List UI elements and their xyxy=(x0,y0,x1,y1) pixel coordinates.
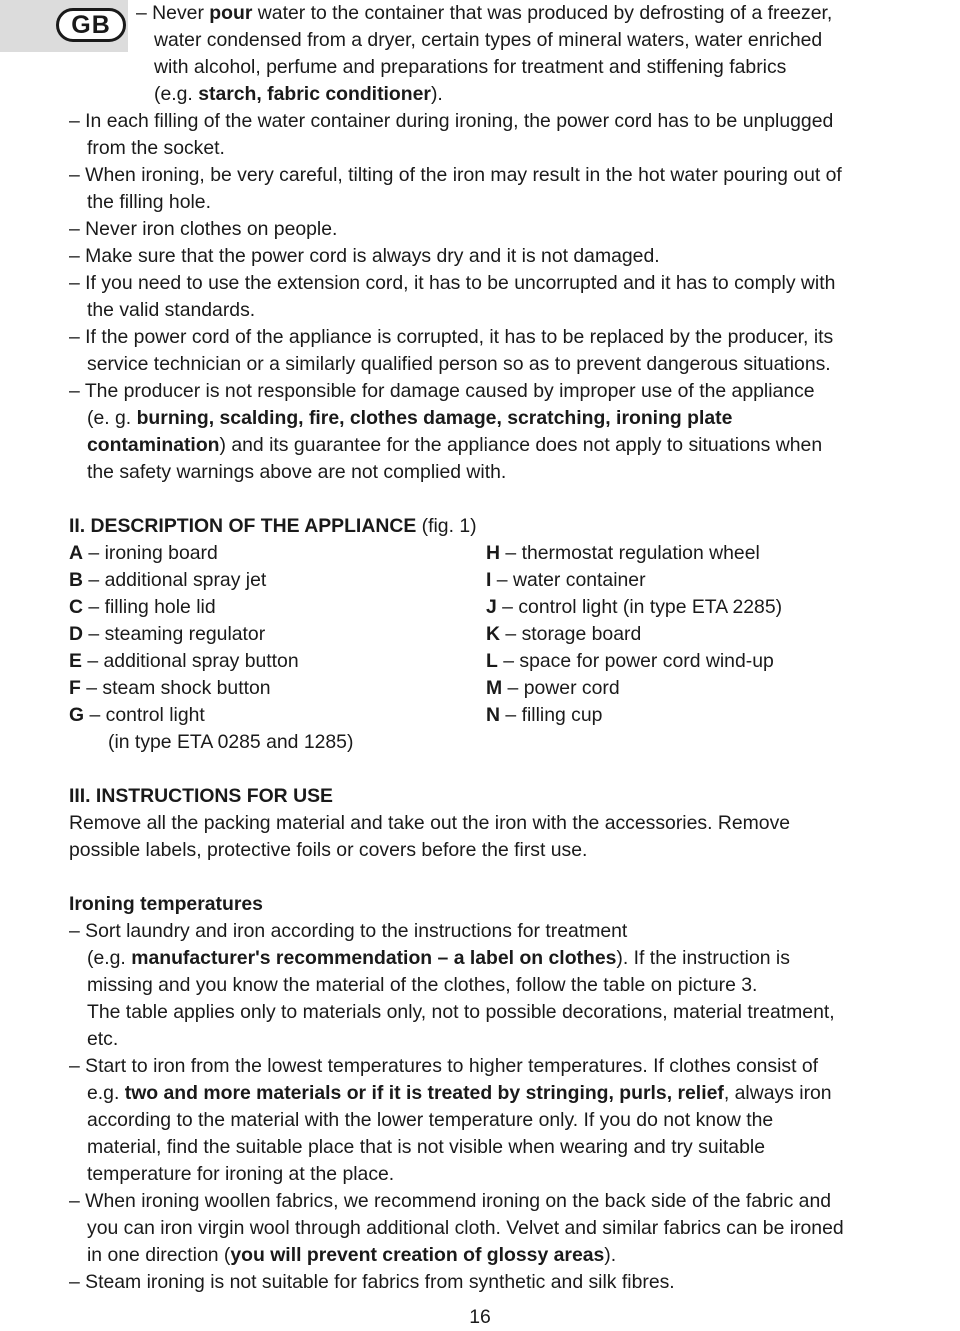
part-item-n: N – filling cup xyxy=(486,704,603,726)
part-item-i: I – water container xyxy=(486,569,646,591)
text-line: with alcohol, perfume and preparations for treatment and stiffening fabrics xyxy=(154,56,787,78)
text-line: (e.g. starch, fabric conditioner). xyxy=(154,83,443,105)
section-heading-description: II. DESCRIPTION OF THE APPLIANCE (fig. 1) xyxy=(69,515,477,537)
part-item-e: E – additional spray button xyxy=(69,650,299,672)
safety-bullet-pour: – Never pour water to the container that was produced by defrosting of a freezer, xyxy=(136,2,833,24)
safety-bullet-extension: – If you need to use the extension cord, it has to be uncorrupted and it has to comply with xyxy=(69,272,836,294)
part-item-j: J – control light (in type ETA 2285) xyxy=(486,596,783,618)
part-item-d: D – steaming regulator xyxy=(69,623,266,645)
text-line: service technician or a similarly qualified person so as to prevent dangerous situations. xyxy=(87,353,831,375)
text-line: Remove all the packing material and take out the iron with the accessories. Remove xyxy=(69,812,791,834)
part-item-l: L – space for power cord wind-up xyxy=(486,650,774,672)
text-line: possible labels, protective foils or covers before the first use. xyxy=(69,839,588,861)
part-item-h: H – thermostat regulation wheel xyxy=(486,542,760,564)
temperature-bullet-lowest: – Start to iron from the lowest temperatures to higher temperatures. If clothes consist of xyxy=(69,1055,819,1077)
subheading-ironing-temperatures: Ironing temperatures xyxy=(69,893,263,915)
text-line: (e.g. manufacturer's recommendation – a label on clothes). If the instruction is xyxy=(87,947,790,969)
text-line: etc. xyxy=(87,1028,119,1050)
text-line: according to the material with the lower temperature only. If you do not know the xyxy=(87,1109,774,1131)
text-line: from the socket. xyxy=(87,137,225,159)
temperature-bullet-woollen: – When ironing woollen fabrics, we recommend ironing on the back side of the fabric and xyxy=(69,1190,832,1212)
text-line: the valid standards. xyxy=(87,299,256,321)
text-line: the safety warnings above are not complied with. xyxy=(87,461,507,483)
safety-bullet-tilting: – When ironing, be very careful, tilting of the iron may result in the hot water pouring out of xyxy=(69,164,842,186)
safety-bullet-producer: – The producer is not responsible for damage caused by improper use of the appliance xyxy=(69,380,815,402)
text-line: you can iron virgin wool through additional cloth. Velvet and similar fabrics can be ironed xyxy=(87,1217,844,1239)
temperature-bullet-sort: – Sort laundry and iron according to the instructions for treatment xyxy=(69,920,628,942)
part-item-m: M – power cord xyxy=(486,677,620,699)
part-item-a: A – ironing board xyxy=(69,542,218,564)
safety-bullet-unplug: – In each filling of the water container during ironing, the power cord has to be unplugged xyxy=(69,110,834,132)
part-item-g-note: (in type ETA 0285 and 1285) xyxy=(108,731,354,753)
text-line: (e. g. burning, scalding, fire, clothes damage, scratching, ironing plate xyxy=(87,407,733,429)
text-line: contamination) and its guarantee for the appliance does not apply to situations when xyxy=(87,434,823,456)
part-item-c: C – filling hole lid xyxy=(69,596,216,618)
text-line: the filling hole. xyxy=(87,191,211,213)
safety-bullet-cord-dry: – Make sure that the power cord is always dry and it is not damaged. xyxy=(69,245,660,267)
text-line: temperature for ironing at the place. xyxy=(87,1163,395,1185)
part-item-g: G – control light xyxy=(69,704,205,726)
safety-bullet-corrupted: – If the power cord of the appliance is corrupted, it has to be replaced by the producer, its xyxy=(69,326,834,348)
part-item-k: K – storage board xyxy=(486,623,642,645)
safety-bullet-people: – Never iron clothes on people. xyxy=(69,218,338,240)
language-badge: GB xyxy=(56,8,126,42)
text-line: in one direction (you will prevent creation of glossy areas). xyxy=(87,1244,617,1266)
section-heading-instructions: III. INSTRUCTIONS FOR USE xyxy=(69,785,333,807)
text-line: material, find the suitable place that is not visible when wearing and try suitable xyxy=(87,1136,765,1158)
part-item-b: B – additional spray jet xyxy=(69,569,267,591)
page-number: 16 xyxy=(469,1306,491,1328)
text-line: The table applies only to materials only, not to possible decorations, material treatment, xyxy=(87,1001,835,1023)
temperature-bullet-steam: – Steam ironing is not suitable for fabrics from synthetic and silk fibres. xyxy=(69,1271,675,1293)
text-line: e.g. two and more materials or if it is treated by stringing, purls, relief, always iron xyxy=(87,1082,832,1104)
text-line: water condensed from a dryer, certain types of mineral waters, water enriched xyxy=(154,29,823,51)
text-line: missing and you know the material of the clothes, follow the table on picture 3. xyxy=(87,974,758,996)
part-item-f: F – steam shock button xyxy=(69,677,271,699)
